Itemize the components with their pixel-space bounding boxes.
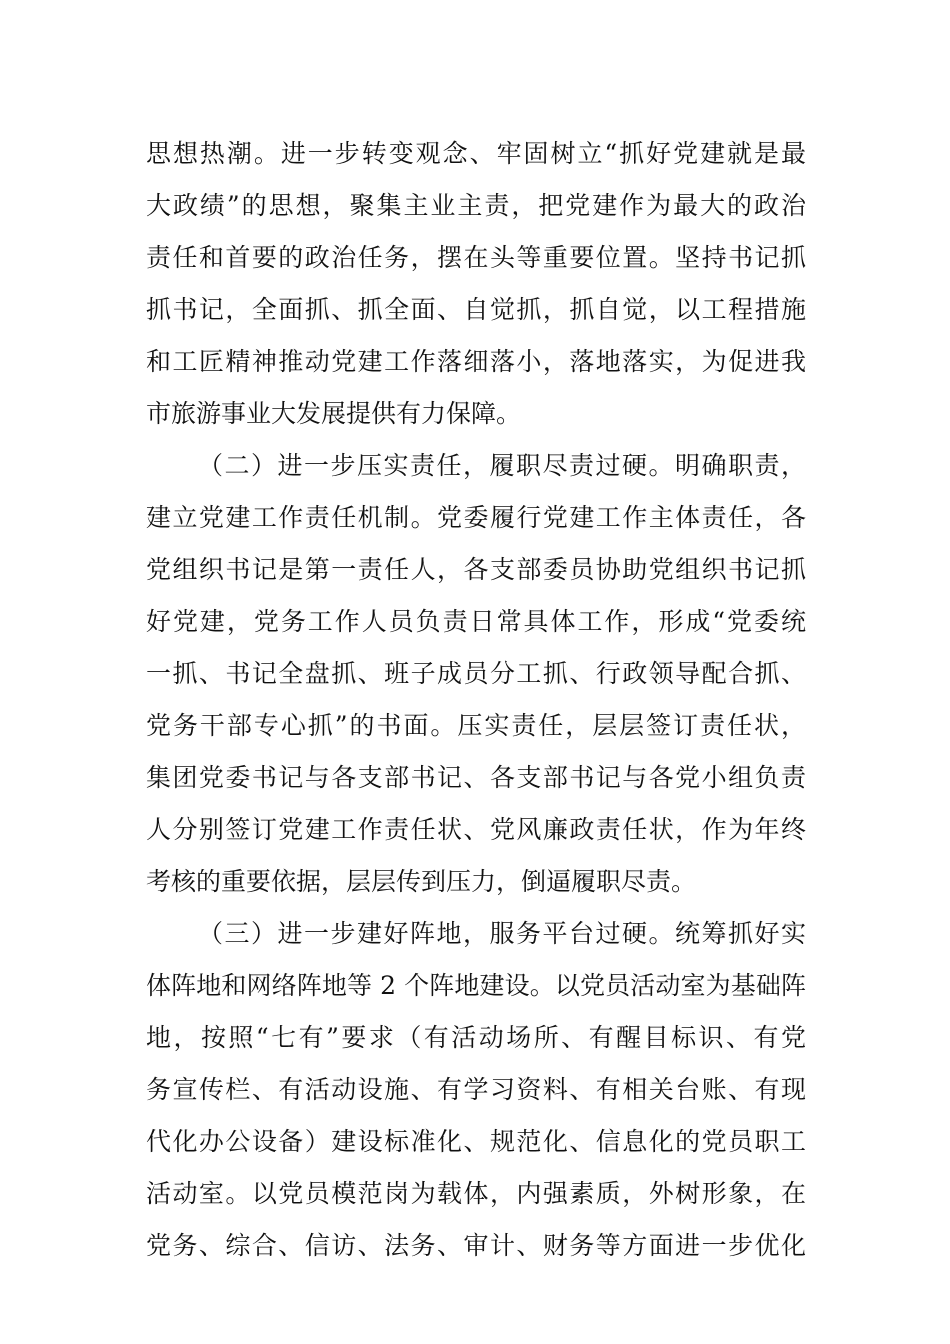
body-line: 党务干部专心抓”的书面。压实责任，层层签订责任状， <box>146 711 806 740</box>
body-line: 考核的重要依据，层层传到压力，倒逼履职尽责。 <box>146 867 697 896</box>
body-line: 一抓、书记全盘抓、班子成员分工抓、行政领导配合抓、 <box>146 659 806 688</box>
body-line: 党务、综合、信访、法务、审计、财务等方面进一步优化 <box>146 1231 806 1260</box>
body-line: 体阵地和网络阵地等 2 个阵地建设。以党员活动室为基础阵 <box>146 971 806 1000</box>
body-line: 好党建，党务工作人员负责日常具体工作，形成“党委统 <box>146 607 806 636</box>
body-line: 建立党建工作责任机制。党委履行党建工作主体责任，各 <box>146 503 806 532</box>
document-body <box>146 128 806 1272</box>
section-heading-line: （三）进一步建好阵地，服务平台过硬。统筹抓好实 <box>198 919 806 948</box>
body-line: 集团党委书记与各支部书记、各支部书记与各党小组负责 <box>146 763 806 792</box>
body-line: 市旅游事业大发展提供有力保障。 <box>146 399 522 428</box>
body-line: 党组织书记是第一责任人，各支部委员协助党组织书记抓 <box>146 555 806 584</box>
body-line: 抓书记，全面抓、抓全面、自觉抓，抓自觉，以工程措施 <box>146 295 806 324</box>
body-line: 责任和首要的政治任务，摆在头等重要位置。坚持书记抓 <box>146 243 806 272</box>
body-line: 活动室。以党员模范岗为载体，内强素质，外树形象，在 <box>146 1179 806 1208</box>
body-line: 和工匠精神推动党建工作落细落小，落地落实，为促进我 <box>146 347 806 376</box>
body-line: 代化办公设备）建设标准化、规范化、信息化的党员职工 <box>146 1127 806 1156</box>
body-line: 思想热潮。进一步转变观念、牢固树立“抓好党建就是最 <box>146 139 806 168</box>
body-line: 人分别签订党建工作责任状、党风廉政责任状，作为年终 <box>146 815 806 844</box>
section-heading-line: （二）进一步压实责任，履职尽责过硬。明确职责， <box>198 451 806 480</box>
body-line: 地，按照“七有”要求（有活动场所、有醒目标识、有党 <box>146 1023 806 1052</box>
body-line: 大政绩”的思想，聚集主业主责，把党建作为最大的政治 <box>146 191 806 220</box>
body-line: 务宣传栏、有活动设施、有学习资料、有相关台账、有现 <box>146 1075 806 1104</box>
